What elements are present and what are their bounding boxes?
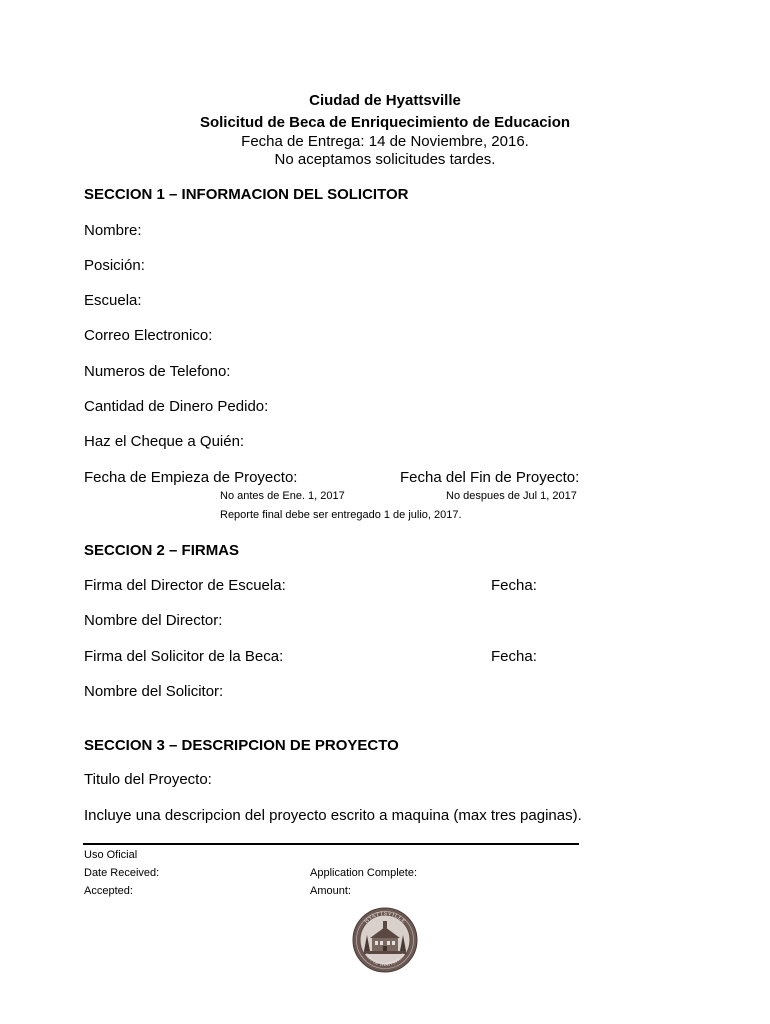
- applicant-name-label: Nombre del Solicitor:: [84, 683, 224, 700]
- school-field-label: Escuela:: [84, 292, 142, 309]
- director-signature-label: Firma del Director de Escuela:: [84, 577, 286, 594]
- due-date: Fecha de Entrega: 14 de Noviembre, 2016.: [241, 133, 529, 150]
- project-title-label: Titulo del Proyecto:: [84, 771, 212, 788]
- city-seal-icon: [352, 907, 418, 973]
- director-name-label: Nombre del Director:: [84, 612, 223, 629]
- start-date-label: Fecha de Empieza de Proyecto:: [84, 469, 298, 486]
- project-description-instructions: Incluye una descripcion del proyecto escrito a maquina (max tres paginas).: [84, 807, 582, 824]
- official-use-heading: Uso Oficial: [84, 849, 138, 861]
- accepted-label: Accepted:: [84, 885, 133, 897]
- name-field-label: Nombre:: [84, 222, 142, 239]
- amount-label: Amount:: [310, 885, 351, 897]
- email-field-label: Correo Electronico:: [84, 327, 213, 344]
- official-use-divider: [83, 843, 579, 845]
- applicant-date-label: Fecha:: [491, 648, 537, 665]
- seal-top-text: HYATTSVILLE: [363, 910, 407, 925]
- late-notice: No aceptamos solicitudes tardes.: [274, 151, 496, 168]
- position-field-label: Posición:: [84, 257, 145, 274]
- applicant-signature-label: Firma del Solicitor de la Beca:: [84, 648, 284, 665]
- date-received-label: Date Received:: [84, 867, 160, 879]
- end-date-label: Fecha del Fin de Proyecto:: [400, 469, 580, 486]
- phone-field-label: Numeros de Telefono:: [84, 363, 231, 380]
- seal-bottom-text: CITY OF HYATTSVILLE: [364, 952, 406, 968]
- start-date-note: No antes de Ene. 1, 2017: [220, 490, 345, 502]
- section-3-heading: SECCION 3 – DESCRIPCION DE PROYECTO: [84, 737, 399, 754]
- section-1-heading: SECCION 1 – INFORMACION DEL SOLICITOR: [84, 186, 409, 203]
- application-complete-label: Application Complete:: [310, 867, 418, 879]
- city-title: Ciudad de Hyattsville: [309, 92, 461, 109]
- final-report-note: Reporte final debe ser entregado 1 de julio, 2017.: [220, 509, 462, 521]
- amount-requested-label: Cantidad de Dinero Pedido:: [84, 398, 269, 415]
- director-date-label: Fecha:: [491, 577, 537, 594]
- section-2-heading: SECCION 2 – FIRMAS: [84, 542, 240, 559]
- form-title: Solicitud de Beca de Enriquecimiento de Educacion: [199, 114, 571, 131]
- payable-to-label: Haz el Cheque a Quién:: [84, 433, 245, 450]
- end-date-note: No despues de Jul 1, 2017: [446, 490, 577, 502]
